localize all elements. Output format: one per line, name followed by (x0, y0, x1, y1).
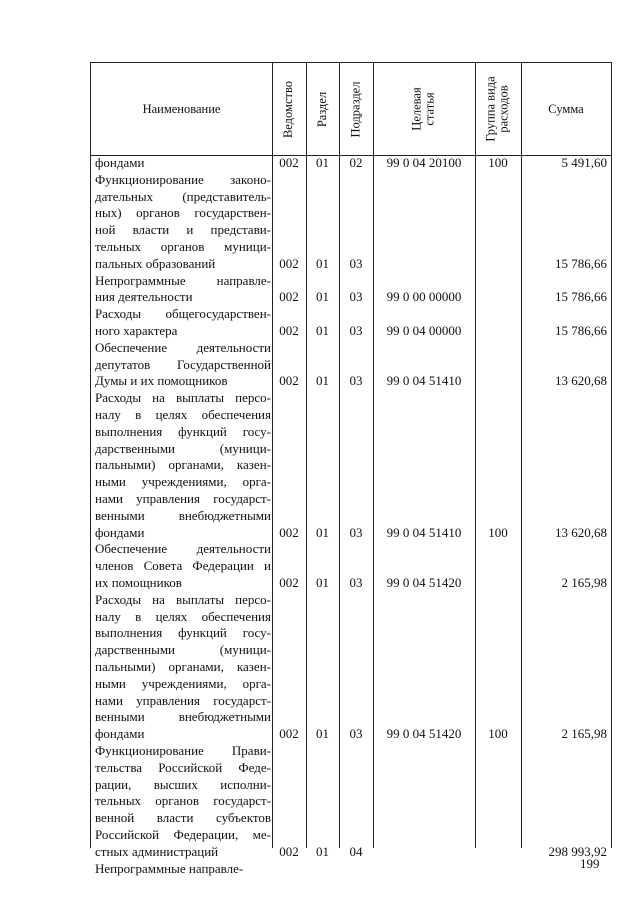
row-name-line: Обеспечение деятельности (95, 541, 271, 557)
row-name-line: их помощников (95, 574, 182, 590)
row-name-line: венными внебюджетными (95, 709, 271, 725)
row-podrazdel: 03 (349, 574, 363, 590)
row-name-line: нами управления государст- (95, 692, 271, 708)
row-vedomstvo: 002 (279, 255, 299, 271)
header-celevaya-line2: статья (423, 92, 437, 126)
header-vedomstvo-label: Ведомство (281, 80, 296, 138)
row-name-line: Расходы общегосударствен- (95, 306, 271, 322)
row-summa: 2 165,98 (561, 726, 607, 742)
row-name-line: ного характера (95, 322, 178, 338)
row-celevaya: 99 0 04 00000 (386, 322, 462, 338)
row-name (95, 541, 271, 591)
row-podrazdel: 03 (349, 289, 363, 305)
row-name (95, 861, 271, 878)
table-row (91, 340, 611, 390)
row-name (95, 340, 271, 390)
row-celevaya: 99 0 04 51410 (386, 524, 462, 540)
row-name-line: ными учреждениями, орга- (95, 675, 271, 691)
table-row (91, 861, 611, 878)
row-podrazdel: 03 (349, 255, 363, 271)
row-name-line: дательных (представитель- (95, 188, 271, 204)
row-podrazdel: 03 (349, 322, 363, 338)
header-razdel (306, 63, 339, 155)
row-summa: 5 491,60 (561, 155, 607, 170)
row-name-line: венными внебюджетными (95, 507, 271, 523)
row-name-line: тельства Российской Феде- (95, 759, 271, 775)
row-name-line: пальными) органами, казен- (95, 658, 271, 674)
row-name-line: пальных образований (95, 255, 216, 271)
row-name (95, 273, 271, 307)
row-razdel: 01 (316, 726, 329, 742)
row-podrazdel: 03 (349, 524, 363, 540)
row-gruppa: 100 (488, 524, 508, 540)
row-name-line: тельных органов государст- (95, 793, 271, 809)
row-vedomstvo: 002 (279, 574, 299, 590)
row-name-line: ных) органов государствен- (95, 205, 271, 221)
table-header (91, 62, 611, 156)
row-vedomstvo: 002 (279, 155, 299, 170)
row-name-line: нами управления государст- (95, 490, 271, 506)
table-row (91, 390, 611, 541)
row-razdel: 01 (316, 289, 329, 305)
row-name-line: ными учреждениями, орга- (95, 474, 271, 490)
row-name-line: выполнения функций госу- (95, 423, 271, 439)
table-row (91, 172, 611, 273)
row-podrazdel: 04 (349, 843, 363, 859)
row-summa: 15 786,66 (555, 322, 607, 338)
row-podrazdel: 03 (349, 373, 363, 389)
row-name-line: венной власти субъектов (95, 810, 271, 826)
row-summa: 298 993,92 (548, 843, 607, 859)
header-celevaya-line1: Целевая (410, 87, 424, 131)
row-razdel: 01 (316, 843, 329, 859)
row-name-line: налу в целях обеспечения (95, 608, 271, 624)
row-name-line: Расходы на выплаты персо- (95, 591, 271, 607)
row-name-line: фондами (95, 155, 145, 170)
header-podrazdel (339, 63, 373, 155)
table-row (91, 155, 611, 172)
header-vedomstvo (272, 63, 306, 155)
row-summa: 15 786,66 (555, 289, 607, 305)
row-razdel: 01 (316, 255, 329, 271)
row-gruppa: 100 (488, 726, 508, 742)
row-celevaya: 99 0 04 20100 (386, 155, 462, 170)
header-gruppa (475, 63, 521, 155)
row-name-line: Функционирование законо- (95, 171, 271, 187)
row-name-line: членов Совета Федерации и (95, 558, 271, 574)
header-summa (521, 63, 611, 155)
row-name-line: Российской Федерации, ме- (95, 826, 271, 842)
row-vedomstvo: 002 (279, 726, 299, 742)
row-name-line: Обеспечение деятельности (95, 339, 271, 355)
row-summa: 2 165,98 (561, 574, 607, 590)
row-razdel: 01 (316, 524, 329, 540)
table-row (91, 541, 611, 591)
header-razdel-label: Раздел (315, 91, 330, 127)
row-vedomstvo: 002 (279, 843, 299, 859)
row-name-line: Непрограммные направле- (95, 272, 271, 288)
row-name-line: налу в целях обеспечения (95, 406, 271, 422)
row-name (95, 155, 271, 172)
row-name-line: пальными) органами, казен- (95, 457, 271, 473)
row-razdel: 01 (316, 373, 329, 389)
row-name-line: фондами (95, 524, 145, 540)
row-celevaya: 99 0 04 51420 (386, 574, 462, 590)
table-row (91, 306, 611, 340)
row-name-line: депутатов Государственной (95, 356, 271, 372)
row-name-line: Расходы на выплаты персо- (95, 390, 271, 406)
row-name-line: тельных органов муници- (95, 238, 271, 254)
row-vedomstvo: 002 (279, 322, 299, 338)
row-summa: 13 620,68 (555, 373, 607, 389)
row-name-line: ния деятельности (95, 289, 193, 305)
table-row (91, 273, 611, 307)
table-row (91, 592, 611, 743)
row-name-line: Непрограммные направле- (95, 860, 244, 876)
row-name-line: дарственными (муници- (95, 440, 271, 456)
row-summa: 15 786,66 (555, 255, 607, 271)
page-number: 199 (580, 856, 600, 871)
row-name (95, 390, 271, 541)
header-summa-label: Сумма (548, 101, 584, 116)
header-podrazdel-label: Подраздел (348, 81, 363, 137)
row-name-line: Думы и их помощников (95, 373, 228, 389)
row-name (95, 743, 271, 861)
row-name (95, 306, 271, 340)
table-row (91, 743, 611, 861)
row-celevaya: 99 0 04 51420 (386, 726, 462, 742)
row-name (95, 172, 271, 273)
row-summa: 13 620,68 (555, 524, 607, 540)
row-vedomstvo: 002 (279, 373, 299, 389)
row-celevaya: 99 0 00 00000 (386, 289, 462, 305)
header-gruppa-label (485, 76, 511, 141)
row-podrazdel: 02 (349, 155, 363, 170)
row-gruppa: 100 (488, 155, 508, 170)
row-name-line: стных администраций (95, 843, 219, 859)
row-name-line: дарственными (муници- (95, 642, 271, 658)
row-celevaya: 99 0 04 51410 (386, 373, 462, 389)
row-name-line: ной власти и представи- (95, 222, 271, 238)
header-gruppa-line1: Группа вида (484, 76, 499, 142)
row-name (95, 592, 271, 743)
header-name-label: Наименование (142, 101, 221, 116)
row-vedomstvo: 002 (279, 289, 299, 305)
header-celevaya (373, 63, 475, 155)
row-name-line: Функционирование Прави- (95, 743, 271, 758)
row-razdel: 01 (316, 574, 329, 590)
row-name-line: фондами (95, 726, 145, 742)
row-razdel: 01 (316, 322, 329, 338)
row-vedomstvo: 002 (279, 524, 299, 540)
row-name-line: выполнения функций госу- (95, 625, 271, 641)
header-gruppa-line2: расходов (497, 85, 512, 133)
row-name-line: рации, высших исполни- (95, 776, 271, 792)
row-razdel: 01 (316, 155, 329, 170)
row-podrazdel: 03 (349, 726, 363, 742)
header-name (91, 63, 272, 155)
header-celevaya-label (411, 87, 437, 130)
